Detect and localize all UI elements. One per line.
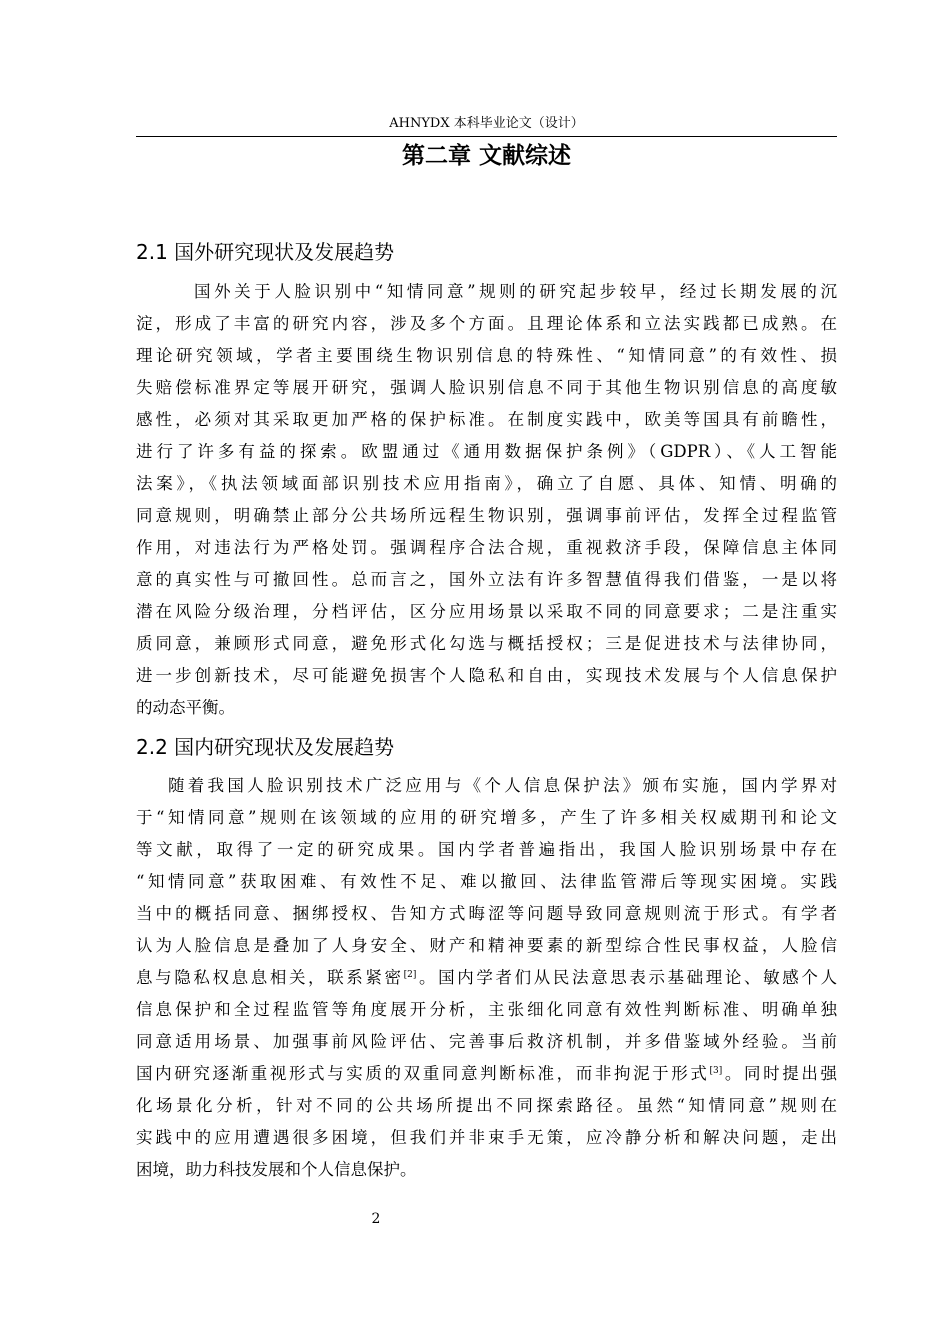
running-header: AHNYDX 本科毕业论文（设计）	[389, 116, 584, 131]
paragraph-line: 化场景化分析，针对不同的公共场所提出不同探索路径。虽然“知情同意”规则在	[136, 1096, 837, 1115]
citation-ref-3: [3]	[709, 1066, 723, 1076]
paragraph-line: 失赔偿标准界定等展开研究，强调人脸识别信息不同于其他生物识别信息的高度敏	[136, 378, 837, 397]
paragraph-line: 意的真实性与可撤回性。总而言之，国外立法有许多智慧值得我们借鉴，一是以将	[136, 570, 837, 589]
paragraph-line: 实践中的应用遭遇很多困境，但我们并非束手无策，应冷静分析和解决问题，走出	[136, 1128, 837, 1147]
citation-line-text: 。国内学者们从民法意思表示基础理论、敏感个人	[416, 968, 838, 987]
paragraph-line: 进一步创新技术，尽可能避免损害个人隐私和自由，实现技术发展与个人信息保护	[136, 666, 837, 685]
paragraph-line: 同意适用场景、加强事前风险评估、完善事后救济机制，并多借鉴域外经验。当前	[136, 1032, 837, 1051]
paragraph-line: 同意规则，明确禁止部分公共场所远程生物识别，强调事前评估，发挥全过程监管	[136, 506, 837, 525]
paragraph-line: 潜在风险分级治理，分档评估，区分应用场景以采取不同的同意要求；二是注重实	[136, 602, 837, 621]
chapter-title: 第二章 文献综述	[401, 143, 571, 169]
paragraph-line-with-citation	[136, 962, 837, 994]
paragraph-line: 国外关于人脸识别中“知情同意”规则的研究起步较早，经过长期发展的沉	[194, 282, 837, 301]
paragraph-line: 的动态平衡。	[136, 698, 235, 717]
paragraph-line: 质同意，兼顾形式同意，避免形式化勾选与概括授权；三是促进技术与法律协同，	[136, 634, 837, 653]
paragraph-line: 进行了许多有益的探索。欧盟通过《通用数据保护条例》（GDPR）、《人工智能	[136, 442, 837, 461]
page-number: 2	[371, 1211, 381, 1227]
paragraph-line: 随着我国人脸识别技术广泛应用与《个人信息保护法》颁布实施，国内学界对	[168, 776, 837, 795]
paragraph-line: 等文献，取得了一定的研究成果。国内学者普遍指出，我国人脸识别场景中存在	[136, 840, 837, 859]
paragraph-line-with-citation	[136, 1058, 837, 1090]
citation-line-text: 国内研究逐渐重视形式与实质的双重同意判断标准，而非拘泥于形式	[136, 1064, 710, 1083]
citation-line-text: 息与隐私权息息相关，联系紧密	[136, 968, 404, 987]
citation-line-text: 。同时提出强	[722, 1064, 838, 1083]
paragraph-line: 理论研究领域，学者主要围绕生物识别信息的特殊性、“知情同意”的有效性、损	[136, 346, 837, 365]
paragraph-line: 淀，形成了丰富的研究内容，涉及多个方面。且理论体系和立法实践都已成熟。在	[136, 314, 837, 333]
paragraph-line: 法案》，《执法领域面部识别技术应用指南》，确立了自愿、具体、知情、明确的	[136, 474, 837, 493]
section-heading-2-1: 2.1 国外研究现状及发展趋势	[136, 240, 395, 264]
section-heading-2-2: 2.2 国内研究现状及发展趋势	[136, 735, 395, 759]
paragraph-line: 感性，必须对其采取更加严格的保护标准。在制度实践中，欧美等国具有前瞻性，	[136, 410, 837, 429]
paragraph-line: 于“知情同意”规则在该领域的应用的研究增多，产生了许多相关权威期刊和论文	[136, 808, 837, 827]
paragraph-line: 作用，对违法行为严格处罚。强调程序合法合规，重视救济手段，保障信息主体同	[136, 538, 837, 557]
paragraph-line: 信息保护和全过程监管等角度展开分析，主张细化同意有效性判断标准、明确单独	[136, 1000, 837, 1019]
paragraph-line: 认为人脸信息是叠加了人身安全、财产和精神要素的新型综合性民事权益，人脸信	[136, 936, 837, 955]
header-rule	[136, 136, 837, 137]
paragraph-line: 当中的概括同意、捆绑授权、告知方式晦涩等问题导致同意规则流于形式。有学者	[136, 904, 837, 923]
paragraph-line: “知情同意”获取困难、有效性不足、难以撤回、法律监管滞后等现实困境。实践	[136, 872, 837, 891]
paragraph-line: 困境，助力科技发展和个人信息保护。	[136, 1160, 417, 1179]
citation-ref-2: [2]	[403, 970, 417, 980]
